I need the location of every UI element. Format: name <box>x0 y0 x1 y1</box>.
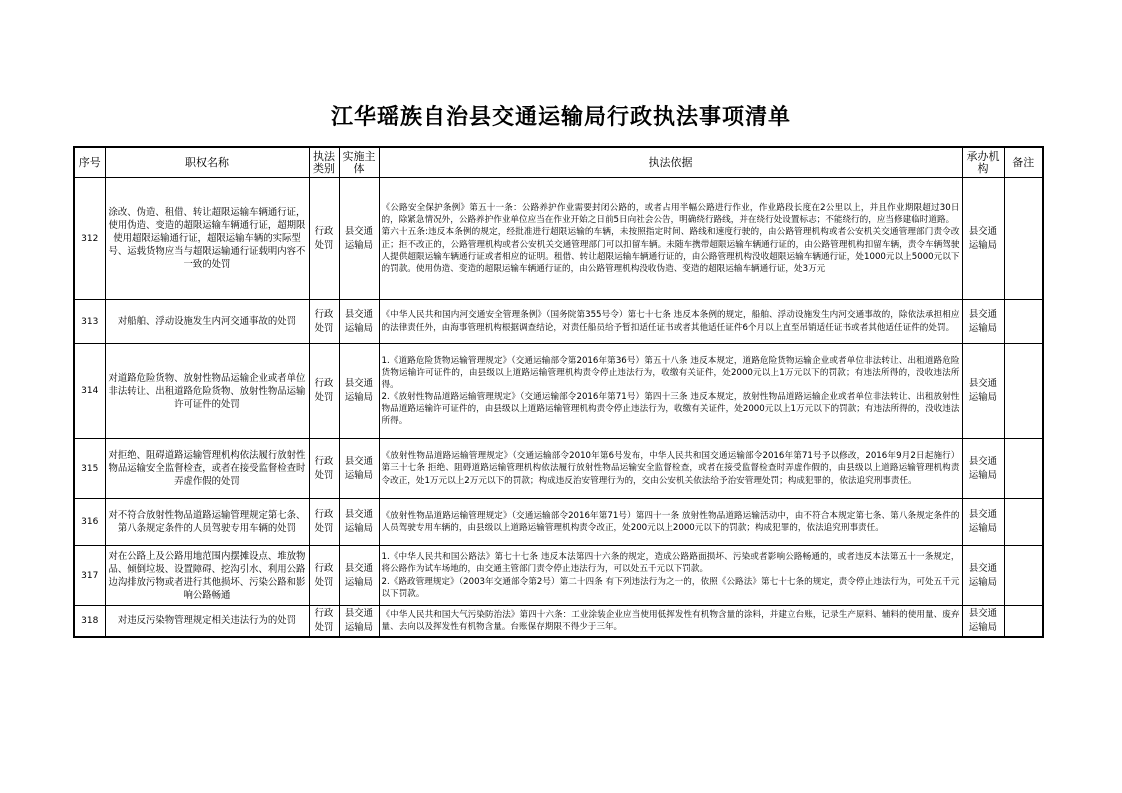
row-name: 对拒绝、阻碍道路运输管理机构依法履行放射性物品运输安全监督检查，或者在接受监督检查时弄虚作假的处罚 <box>105 439 309 499</box>
row-idx: 314 <box>74 344 105 439</box>
row-basis <box>379 439 962 499</box>
basis-paragraph: 《中华人民共和国大气污染防治法》第四十六条：工业涂装企业应当使用低挥发性有机物含量的涂料，并建立台账，记录生产原料、辅料的使用量、废弃量、去向以及挥发性有机物含量。台账保存期限不得少于三年。 <box>381 609 960 632</box>
row-name: 对在公路上及公路用地范围内摆摊设点、堆放物品、倾倒垃圾、设置障碍、挖沟引水、利用公路边沟排放污物或者进行其他损坏、污染公路和影响公路畅通 <box>105 546 309 606</box>
row-basis <box>379 499 962 546</box>
row-basis <box>379 178 962 300</box>
row-type: 行政处罚 <box>309 439 339 499</box>
table-row <box>74 546 1043 606</box>
row-idx: 312 <box>74 178 105 300</box>
row-org: 县交通运输局 <box>962 546 1004 606</box>
row-note <box>1004 344 1043 439</box>
table-row <box>74 499 1043 546</box>
basis-paragraph: 1.《道路危险货物运输管理规定》（交通运输部令第2016年第36号）第五十八条 违反本规定，道路危险货物运输企业或者单位非法转让、出租道路危险货物运输许可证件的，由县级以上道路运输管理机构责令停止违法行为，收缴有关证件，处2000元以上1万元以下的罚款；有违法所得的，没收违法所得。 <box>381 355 960 390</box>
row-subject: 县交通运输局 <box>339 606 379 637</box>
row-type: 行政处罚 <box>309 344 339 439</box>
row-org: 县交通运输局 <box>962 606 1004 637</box>
basis-paragraph: 《放射性物品道路运输管理规定》（交通运输部令2010年第6号发布，中华人民共和国交通运输部令2016年第71号予以修改，2016年9月2日起施行）第三十七条 拒绝、阻碍道路运输管理机构依法履行放射性物品运输安全监督检查，或者在接受监督检查时弄虚作假的，由县级以上道路运输管理机构责令改正，处1万元以上2万元以下的罚款；构成违反治安管理行为的，交由公安机关依法给予治安管理处罚；构成犯罪的，依法追究刑事责任。 <box>381 451 960 486</box>
row-idx: 318 <box>74 606 105 637</box>
header-org: 承办机构 <box>962 147 1004 178</box>
header-type: 执法类别 <box>309 147 339 178</box>
row-type: 行政处罚 <box>309 178 339 300</box>
row-type: 行政处罚 <box>309 499 339 546</box>
row-note <box>1004 606 1043 637</box>
row-type: 行政处罚 <box>309 300 339 344</box>
enforcement-table <box>73 146 1044 638</box>
row-note <box>1004 300 1043 344</box>
header-basis: 执法依据 <box>379 147 962 178</box>
basis-paragraph: 2.《放射性物品道路运输管理规定》（交通运输部令2016年第71号）第四十三条 违反本规定，放射性物品道路运输企业或者单位非法转让、出租放射性物品道路运输许可证件的，由县级以上道路运输管理机构责令停止违法行为，收缴有关证件，处2000元以上1万元以下的罚款；有违法所得的，没收违法所得。 <box>381 392 960 427</box>
row-org: 县交通运输局 <box>962 300 1004 344</box>
basis-paragraph: 2.《路政管理规定》（2003年交通部令第2号）第二十四条 有下列违法行为之一的，依照《公路法》第七十七条的规定，责令停止违法行为，可处五千元以下罚款。 <box>381 576 960 599</box>
row-basis <box>379 606 962 637</box>
table-row <box>74 300 1043 344</box>
row-subject: 县交通运输局 <box>339 546 379 606</box>
table-row <box>74 439 1043 499</box>
row-name: 涂改、伪造、租借、转让超限运输车辆通行证，使用伪造、变造的超限运输车辆通行证，超期限使用超限运输通行证，超限运输车辆的实际型号、运载货物应当与超限运输通行证载明内容不一致的处罚 <box>105 178 309 300</box>
row-org: 县交通运输局 <box>962 344 1004 439</box>
table-row <box>74 344 1043 439</box>
table-header-row <box>74 147 1043 178</box>
row-idx: 315 <box>74 439 105 499</box>
row-idx: 317 <box>74 546 105 606</box>
basis-paragraph: 1.《中华人民共和国公路法》第七十七条 违反本法第四十六条的规定，造成公路路面损坏、污染或者影响公路畅通的，或者违反本法第五十一条规定，将公路作为试车场地的，由交通主管部门责令停止违法行为，可以处五千元以下罚款。 <box>381 552 960 575</box>
row-subject: 县交通运输局 <box>339 439 379 499</box>
row-note <box>1004 499 1043 546</box>
row-note <box>1004 439 1043 499</box>
row-subject: 县交通运输局 <box>339 300 379 344</box>
header-subject: 实施主体 <box>339 147 379 178</box>
row-subject: 县交通运输局 <box>339 344 379 439</box>
row-note <box>1004 178 1043 300</box>
row-org: 县交通运输局 <box>962 499 1004 546</box>
row-subject: 县交通运输局 <box>339 178 379 300</box>
header-idx: 序号 <box>74 147 105 178</box>
row-org: 县交通运输局 <box>962 178 1004 300</box>
row-subject: 县交通运输局 <box>339 499 379 546</box>
row-name: 对道路危险货物、放射性物品运输企业或者单位非法转让、出租道路危险货物、放射性物品运输许可证件的处罚 <box>105 344 309 439</box>
row-name: 对不符合放射性物品道路运输管理规定第七条、第八条规定条件的人员驾驶专用车辆的处罚 <box>105 499 309 546</box>
header-note: 备注 <box>1004 147 1043 178</box>
row-note <box>1004 546 1043 606</box>
table-row <box>74 178 1043 300</box>
row-basis <box>379 344 962 439</box>
row-type: 行政处罚 <box>309 606 339 637</box>
basis-paragraph: 《中华人民共和国内河交通安全管理条例》（国务院第355号令）第七十七条 违反本条例的规定，船舶、浮动设施发生内河交通事故的，除依法承担相应的法律责任外，由海事管理机构根据调查结论，对责任船员给予暂扣适任证书或者其他适任证件6个月以上直至吊销适任证书或者其他适任证件的处罚。 <box>381 310 960 333</box>
row-idx: 316 <box>74 499 105 546</box>
row-name: 对船舶、浮动设施发生内河交通事故的处罚 <box>105 300 309 344</box>
header-name: 职权名称 <box>105 147 309 178</box>
basis-paragraph: 《公路安全保护条例》第五十一条：公路养护作业需要封闭公路的，或者占用半幅公路进行作业，作业路段长度在2公里以上，并且作业期限超过30日的，除紧急情况外，公路养护作业单位应当在作业开始之日前5日向社会公告，明确绕行路线，并在绕行处设置标志；不能绕行的，应当修建临时道路。 <box>381 203 960 226</box>
row-org: 县交通运输局 <box>962 439 1004 499</box>
basis-paragraph: 《放射性物品道路运输管理规定》（交通运输部令2016年第71号）第四十一条 放射性物品道路运输活动中，由不符合本规定第七条、第八条规定条件的人员驾驶专用车辆的，由县级以上道路运输管理机构责令改正，处200元以上2000元以下的罚款；构成犯罪的，依法追究刑事责任。 <box>381 510 960 533</box>
basis-paragraph: 第六十五条:违反本条例的规定，经批准进行超限运输的车辆，未按照指定时间、路线和速度行驶的，由公路管理机构或者公安机关交通管理部门责令改正；拒不改正的，公路管理机构或者公安机关交通管理部门可以扣留车辆。未随车携带超限运输车辆通行证的，由公路管理机构扣留车辆，责令车辆驾驶人提供超限运输车辆通行证或者相应的证明。租借、转让超限运输车辆通行证的，由公路管理机构没收超限运输车辆通行证，处1000元以上5000元以下的罚款。使用伪造、变造的超限运输车辆通行证的，由公路管理机构没收伪造、变造的超限运输车辆通行证，处3万元 <box>381 227 960 274</box>
row-type: 行政处罚 <box>309 546 339 606</box>
table-row <box>74 606 1043 637</box>
row-idx: 313 <box>74 300 105 344</box>
row-basis <box>379 300 962 344</box>
page-title: 江华瑶族自治县交通运输局行政执法事项清单 <box>330 104 791 130</box>
row-basis <box>379 546 962 606</box>
row-name: 对违反污染物管理规定相关违法行为的处罚 <box>105 606 309 637</box>
